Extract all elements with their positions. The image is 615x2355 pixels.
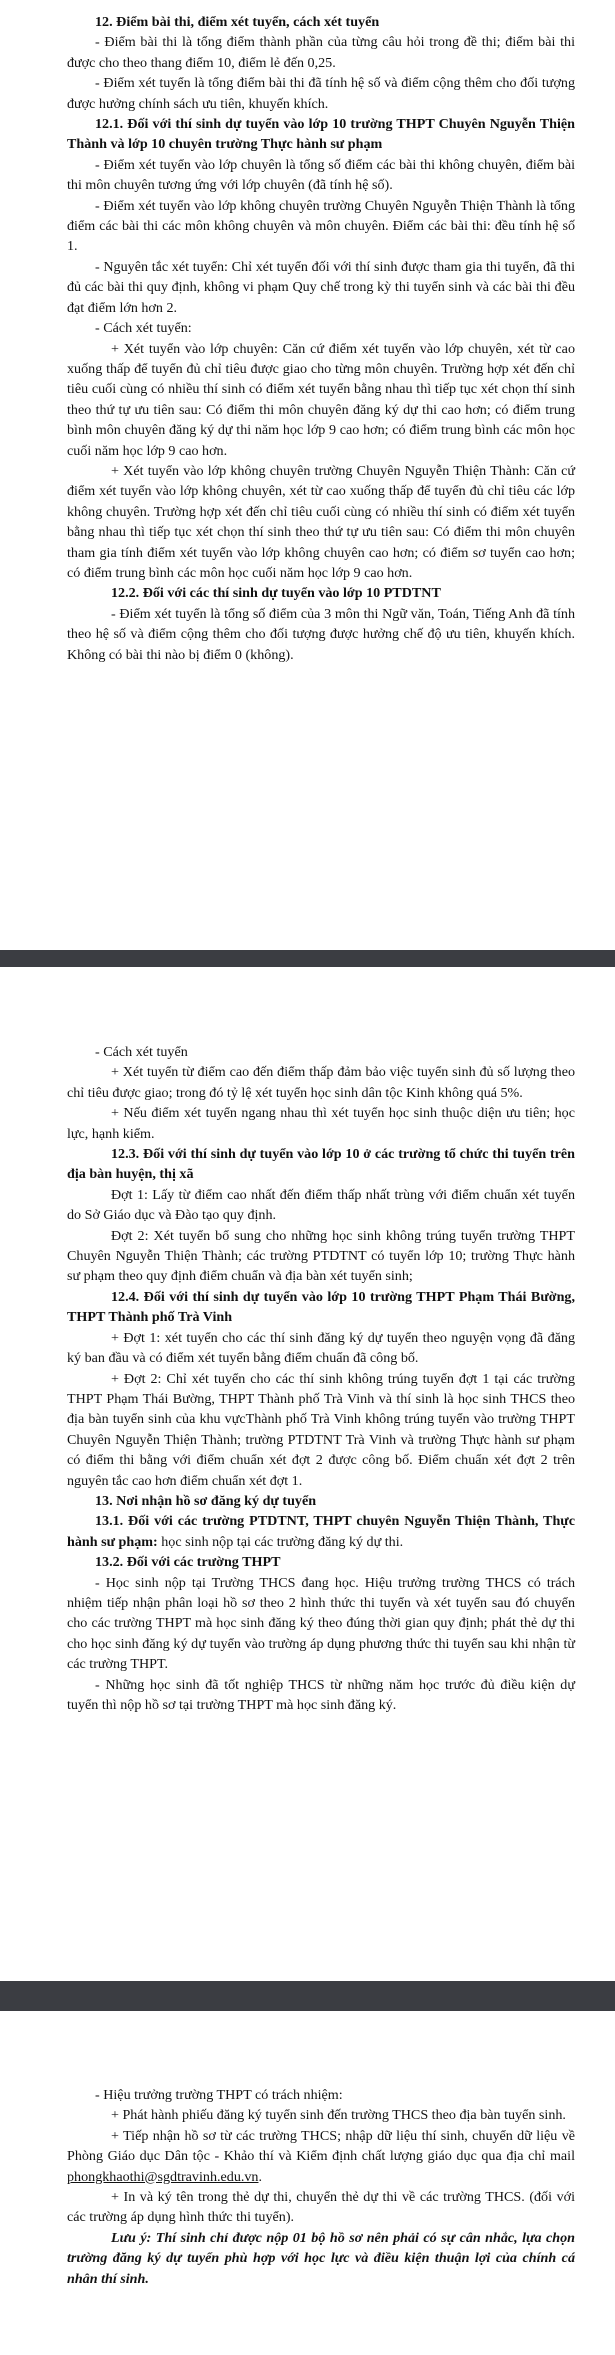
- paragraph-dot-2: Đợt 2: Xét tuyển bổ sung cho những học sinh không trúng tuyển trường THPT Chuyên Nguyễn Thiện Thành; các trường PTDTNT có tuyển lớp 10; trường Thực hành sư phạm theo quy định điểm chuẩn và địa bàn xét tuyển sinh;: [67, 1227, 575, 1285]
- heading-12-3: 12.3. Đối với thí sinh dự tuyển vào lớp 10 ở các trường tổ chức thi tuyển trên địa bàn huyện, thị xã: [67, 1146, 575, 1183]
- paragraph-ptdtnt: - Điểm xét tuyển là tổng số điểm của 3 môn thi Ngữ văn, Toán, Tiếng Anh đã tính theo hệ số và điểm cộng thêm cho đối tượng được hưởng chế độ ưu tiên, khuyến khích. Không có bài thi nào bị điểm 0 (không).: [67, 605, 575, 663]
- note-luu-y: Lưu ý: Thí sinh chỉ được nộp 01 bộ hồ sơ nên phải có sự cân nhắc, lựa chọn trường đăng ký dự tuyển phù hợp với học lực và điều kiện thuận lợi của chính cá nhân thí sinh.: [67, 2229, 575, 2287]
- paragraph-tiep-nhan: [67, 2126, 575, 2187]
- paragraph-lop-khong-chuyen: - Điểm xét tuyển vào lớp không chuyên trường Chuyên Nguyễn Thiện Thành là tổng điểm các bài thi các môn không chuyên và môn chuyên. Điểm các bài thi: đều tính hệ số 1.: [67, 197, 575, 255]
- paragraph-diem-xet-tuyen: - Điểm xét tuyển là tổng điểm bài thi đã tính hệ số và điểm cộng thêm cho đối tượng được hưởng chính sách ưu tiên, khuyến khích.: [67, 75, 575, 112]
- paragraph-diem-bai-thi: - Điểm bài thi là tổng điểm thành phần của từng câu hỏi trong đề thi; điểm bài thi được cho theo thang điểm 10, điểm lẻ đến 0,25.: [67, 34, 575, 71]
- heading-12: 12. Điểm bài thi, điểm xét tuyển, cách xét tuyển: [95, 14, 380, 30]
- heading-12-4: 12.4. Đối với thí sinh dự tuyển vào lớp 10 trường THPT Phạm Thái Bường, THPT Thành phố Trà Vinh: [67, 1288, 575, 1326]
- heading-13: 13. Nơi nhận hồ sơ đăng ký dự tuyển: [95, 1492, 317, 1509]
- paragraph-cach-xet-tuyen: - Cách xét tuyển: [95, 1044, 188, 1060]
- paragraph-xet-tuyen-lop-khong-chuyen: + Xét tuyển vào lớp không chuyên trường Chuyên Nguyễn Thiện Thành: Căn cứ điểm xét tuyển vào lớp không chuyên, xét từ cao xuống thấp để tuyển đủ chỉ tiêu các lớp không chuyên. Trường hợp xét đến chỉ tiêu cuối cùng có nhiều thí sinh có điểm xét tuyển bằng nhau thì tiếp tục xét chọn thí sinh theo thứ tự ưu tiên sau: Có điểm thi môn chuyên tham gia tính điểm xét tuyển vào lớp không chuyên cao hơn; có điểm sơ tuyển cao hơn; có điểm trung bình các môn học cuối năm học lớp 9 cao hơn.: [67, 462, 575, 581]
- paragraph-diem-ngang-nhau: + Nếu điểm xét tuyển ngang nhau thì xét tuyển học sinh thuộc diện ưu tiên; học lực, hạnh kiểm.: [67, 1105, 575, 1142]
- email-link[interactable]: phongkhaothi@sgdtravinh.edu.vn: [67, 2168, 259, 2185]
- paragraph-13-2-b: - Những học sinh đã tốt nghiệp THCS từ những năm học trước đủ điều kiện dự tuyển thì nộp hồ sơ tại trường THPT mà học sinh đăng ký.: [67, 1676, 575, 1713]
- heading-13-2: 13.2. Đối với các trường THPT: [95, 1554, 281, 1571]
- document-page-3: [0, 2011, 615, 2355]
- text-tiep-nhan: + Tiếp nhận hồ sơ từ các trường THCS; nhập dữ liệu thí sinh, chuyển dữ liệu về Phòng Giáo dục Dân tộc - Khảo thí và Kiểm định chất lượng giáo dục qua địa chỉ mail: [67, 2127, 575, 2165]
- document-page-1: [0, 0, 615, 950]
- heading-13-1: 13.1. Đối với các trường PTDTNT, THPT chuyên Nguyễn Thiện Thành, Thực hành sư phạm:: [67, 1513, 575, 1550]
- paragraph-xet-tuyen-lop-chuyen: + Xét tuyển vào lớp chuyên: Căn cứ điểm xét tuyển vào lớp chuyên, xét từ cao xuống thấp để tuyển đủ chỉ tiêu được giao cho từng môn chuyên. Trường hợp xét đến chỉ tiêu cuối cùng có nhiều thí sinh có điểm xét tuyển bằng nhau thì tiếp tục xét chọn thí sinh theo thứ tự ưu tiên sau: Có điểm thi môn chuyên đăng ký dự thi cao hơn; có điểm trung bình môn chuyên đăng ký dự thi năm học lớp 9 cao hơn; có điểm trung bình các môn học cuối năm học lớp 9 cao hơn.: [67, 340, 575, 459]
- paragraph-in-the-du-thi: + In và ký tên trong thẻ dự thi, chuyển thẻ dự thi về các trường THCS. (đối với các trường áp dụng hình thức thi tuyển).: [67, 2189, 575, 2226]
- paragraph-12-4-dot-1: + Đợt 1: xét tuyển cho các thí sinh đăng ký dự tuyển theo nguyện vọng đã đăng ký ban đầu và có điểm xét tuyển bằng điểm chuẩn đã công bố.: [67, 1329, 575, 1367]
- paragraph-13-2-a: - Học sinh nộp tại Trường THCS đang học. Hiệu trưởng trường THCS có trách nhiệm tiếp nhận phân loại hồ sơ theo 2 hình thức thi tuyển và xét tuyển sau đó chuyển cho các trường THPT mà học sinh đăng ký theo đúng thời gian quy định; phát thẻ dự thi cho học sinh đăng ký dự tuyển vào trường áp dụng phương thức thi tuyển sau khi nhận từ các trường THPT.: [67, 1574, 575, 1673]
- text-period: .: [258, 2168, 263, 2185]
- heading-12-2: 12.2. Đối với các thí sinh dự tuyển vào lớp 10 PTDTNT: [111, 585, 441, 602]
- paragraph-dot-1: Đợt 1: Lấy từ điểm cao nhất đến điểm thấp nhất trùng với điểm chuẩn xét tuyển do Sở Giáo dục và Đào tạo quy định.: [67, 1186, 575, 1224]
- paragraph-phat-hanh: + Phát hành phiếu đăng ký tuyển sinh đến trường THCS theo địa bàn tuyển sinh.: [111, 2107, 566, 2124]
- paragraph-lop-chuyen: - Điểm xét tuyển vào lớp chuyên là tổng số điểm các bài thi không chuyên, điểm bài thi môn chuyên tương ứng với lớp chuyên (đã tính hệ số).: [67, 156, 575, 194]
- page-separator: [0, 1981, 615, 2011]
- paragraph-xet-tuyen-cao-thap: + Xét tuyển từ điểm cao đến điểm thấp đảm bảo việc tuyển sinh đủ số lượng theo chỉ tiêu được giao; trong đó tỷ lệ xét tuyển học sinh dân tộc Kinh không quá 5%.: [67, 1064, 575, 1101]
- paragraph-hieu-truong: - Hiệu trưởng trường THPT có trách nhiệm:: [95, 2087, 343, 2103]
- paragraph-cach-xet-tuyen: - Cách xét tuyển:: [95, 320, 192, 337]
- document-page-2: [0, 967, 615, 1981]
- paragraph-13-1: [67, 1511, 575, 1552]
- paragraph-12-4-dot-2: + Đợt 2: Chỉ xét tuyển cho các thí sinh không trúng tuyển đợt 1 tại các trường THPT Phạm Thái Bường, THPT Thành phố Trà Vinh và thí sinh là học sinh THCS theo địa bàn tuyển sinh của khu vựcThành phố Trà Vinh không trúng tuyển vào trường THPT Chuyên Nguyễn Thiện Thành; trường PTDTNT Trà Vinh và trường Thực hành sư phạm có điểm thi bằng với điểm chuẩn xét đợt 2 được công bố. Điểm chuẩn xét đợt 2 trên nguyên tắc cao hơn điểm chuẩn xét đợt 1.: [67, 1370, 575, 1489]
- paragraph-nguyen-tac: - Nguyên tắc xét tuyển: Chỉ xét tuyển đối với thí sinh được tham gia thi tuyển, đã thi đủ các bài thi quy định, không vi phạm Quy chế trong kỳ thi tuyển sinh và các bài thi đều đạt điểm lớn hơn 2.: [67, 258, 575, 316]
- text-13-1: học sinh nộp tại các trường đăng ký dự thi.: [161, 1533, 404, 1550]
- heading-12-1: 12.1. Đối với thí sinh dự tuyển vào lớp 10 trường THPT Chuyên Nguyễn Thiện Thành và lớp 10 chuyên trường Thực hành sư phạm: [67, 116, 575, 153]
- page-separator: [0, 950, 615, 967]
